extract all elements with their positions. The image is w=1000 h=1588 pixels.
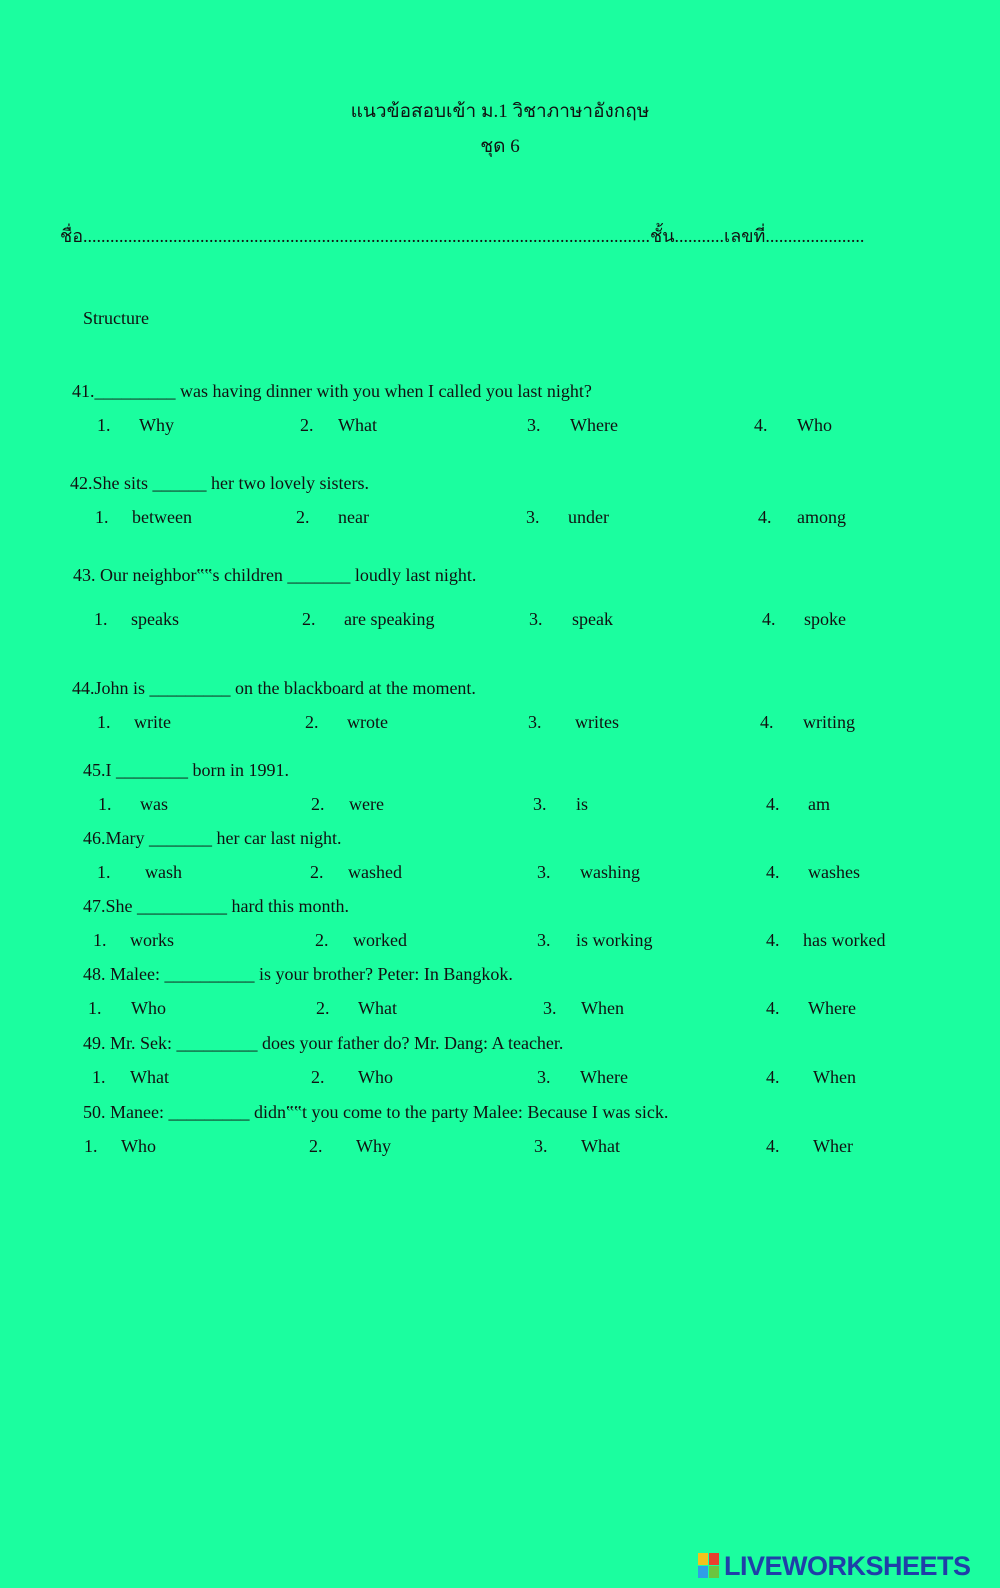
option-number: 2. (300, 415, 314, 435)
option-number: 3. (533, 794, 547, 814)
question-text: 46.Mary _______ her car last night. (83, 828, 342, 848)
option-number: 2. (316, 998, 330, 1018)
option-text: wrote (347, 712, 388, 732)
option-number: 1. (93, 930, 107, 950)
option-text: Who (131, 998, 166, 1018)
question-text: 41._________ was having dinner with you when I called you last night? (72, 381, 592, 401)
option-number: 1. (97, 712, 111, 732)
option-text: under (568, 507, 609, 527)
option-number: 3. (529, 609, 543, 629)
option-number: 3. (527, 415, 541, 435)
option-text: spoke (804, 609, 846, 629)
question-text: 47.She __________ hard this month. (83, 896, 349, 916)
option-number: 4. (754, 415, 768, 435)
option-text: Where (808, 998, 856, 1018)
option-number: 1. (98, 794, 112, 814)
option-text: Who (797, 415, 832, 435)
option-text: Where (580, 1067, 628, 1087)
option-number: 2. (296, 507, 310, 527)
option-text: Who (121, 1136, 156, 1156)
option-text: When (581, 998, 624, 1018)
option-number: 4. (766, 1136, 780, 1156)
question-text: 43. Our neighbor‟‟s children _______ loudly last night. (73, 565, 477, 585)
option-text: worked (353, 930, 407, 950)
option-text: Where (570, 415, 618, 435)
option-number: 2. (309, 1136, 323, 1156)
question-text: 49. Mr. Sek: _________ does your father do? Mr. Dang: A teacher. (83, 1033, 564, 1053)
option-number: 3. (543, 998, 557, 1018)
worksheet-subtitle: ชุด 6 (480, 136, 520, 157)
option-text: write (134, 712, 171, 732)
option-number: 2. (310, 862, 324, 882)
option-text: What (358, 998, 397, 1018)
option-text: works (130, 930, 174, 950)
question-text: 44.John is _________ on the blackboard at the moment. (72, 678, 476, 698)
option-text: has worked (803, 930, 886, 950)
option-text: What (130, 1067, 169, 1087)
option-text: washed (348, 862, 402, 882)
option-number: 3. (537, 1067, 551, 1087)
option-number: 3. (537, 862, 551, 882)
option-text: washes (808, 862, 860, 882)
option-text: Who (358, 1067, 393, 1087)
section-title: Structure (83, 308, 149, 328)
option-number: 2. (302, 609, 316, 629)
option-number: 4. (766, 862, 780, 882)
option-text: speaks (131, 609, 179, 629)
liveworksheets-logo (698, 1550, 971, 1582)
option-number: 4. (766, 930, 780, 950)
option-number: 2. (315, 930, 329, 950)
option-number: 4. (760, 712, 774, 732)
option-number: 3. (537, 930, 551, 950)
question-text: 45.I ________ born in 1991. (83, 760, 289, 780)
option-number: 1. (95, 507, 109, 527)
option-text: between (132, 507, 192, 527)
liveworksheets-logo-icon (698, 1553, 720, 1579)
student-info-line: ชื่อ..............................................................................................................................ชั้น...........เลขที่...................... (60, 226, 865, 246)
option-text: When (813, 1067, 856, 1087)
option-number: 1. (84, 1136, 98, 1156)
option-text: was (140, 794, 168, 814)
option-text: Why (356, 1136, 391, 1156)
option-number: 1. (88, 998, 102, 1018)
option-text: is working (576, 930, 653, 950)
option-number: 4. (766, 794, 780, 814)
option-text: speak (572, 609, 613, 629)
option-text: What (581, 1136, 620, 1156)
option-text: among (797, 507, 846, 527)
option-text: is (576, 794, 589, 814)
question-text: 42.She sits ______ her two lovely sisters. (70, 473, 369, 493)
option-number: 2. (311, 794, 325, 814)
option-text: are speaking (344, 609, 435, 629)
option-text: were (349, 794, 384, 814)
worksheet-title: แนวข้อสอบเข้า ม.1 วิชาภาษาอังกฤษ (350, 101, 650, 122)
liveworksheets-logo-text: LIVEWORKSHEETS (724, 1550, 971, 1581)
option-text: writes (575, 712, 619, 732)
option-text: What (338, 415, 377, 435)
option-number: 3. (528, 712, 542, 732)
option-number: 2. (305, 712, 319, 732)
option-number: 4. (766, 998, 780, 1018)
option-number: 1. (97, 862, 111, 882)
option-text: washing (580, 862, 640, 882)
option-text: Wher (813, 1136, 853, 1156)
option-number: 1. (97, 415, 111, 435)
option-number: 2. (311, 1067, 325, 1087)
option-text: writing (803, 712, 855, 732)
option-number: 4. (758, 507, 772, 527)
option-number: 1. (92, 1067, 106, 1087)
question-text: 48. Malee: __________ is your brother? Peter: In Bangkok. (83, 964, 513, 984)
question-text: 50. Manee: _________ didn‟‟t you come to the party Malee: Because I was sick. (83, 1102, 669, 1122)
option-text: am (808, 794, 830, 814)
option-text: near (338, 507, 369, 527)
option-number: 4. (766, 1067, 780, 1087)
option-number: 4. (762, 609, 776, 629)
option-number: 3. (534, 1136, 548, 1156)
option-text: wash (145, 862, 182, 882)
option-text: Why (139, 415, 174, 435)
option-number: 1. (94, 609, 108, 629)
option-number: 3. (526, 507, 540, 527)
